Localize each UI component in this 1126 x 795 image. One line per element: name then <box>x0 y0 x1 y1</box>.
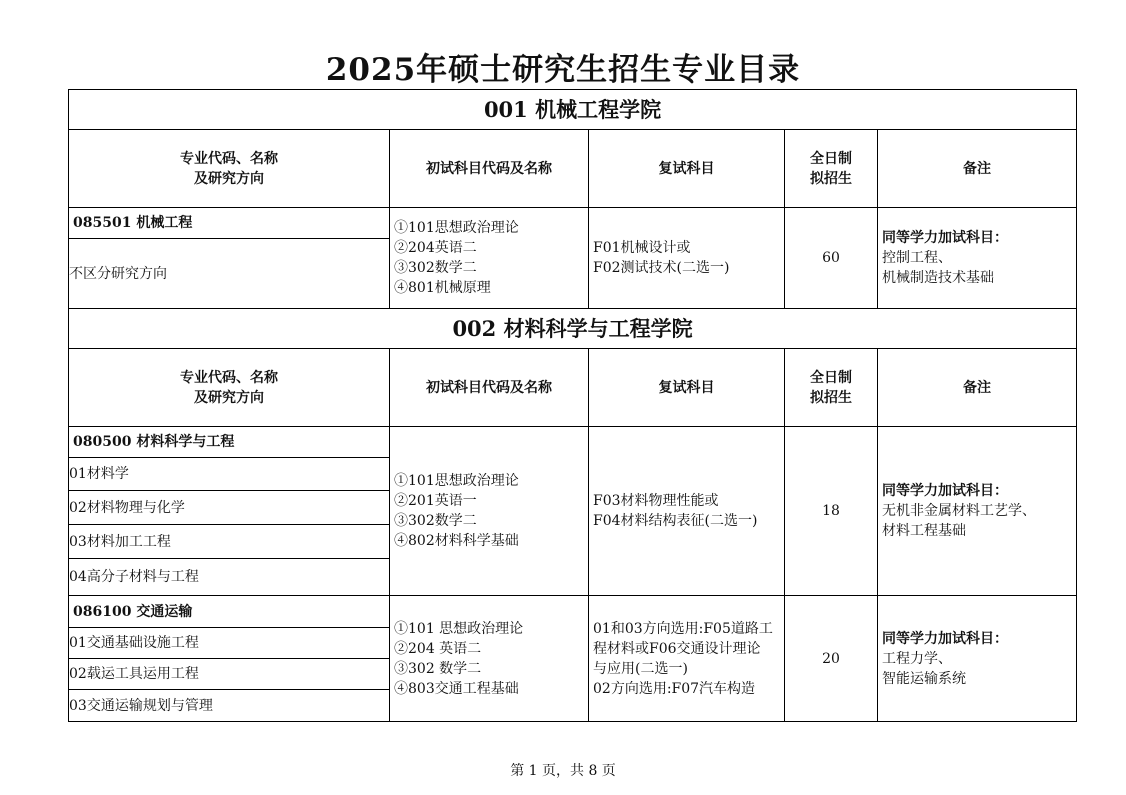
table-header-row <box>69 349 1077 427</box>
notes: 同等学力加试科目： 控制工程、 机械制造技术基础 <box>878 208 1077 309</box>
major-code-name: 080500 材料科学与工程 <box>69 427 390 458</box>
college-title: 002 材料科学与工程学院 <box>69 309 1077 349</box>
table-row <box>69 208 1077 239</box>
prelim-subjects: ①101思想政治理论 ②204英语二 ③302数学二 ④801机械原理 <box>390 208 589 309</box>
table-row <box>69 596 1077 628</box>
direction-item: 不区分研究方向 <box>69 239 390 309</box>
enroll-count: 20 <box>785 596 878 722</box>
header-major: 专业代码、名称 及研究方向 <box>69 349 390 427</box>
direction-item: 04高分子材料与工程 <box>69 559 390 596</box>
catalog-table <box>68 89 1077 722</box>
page-title: 2025年硕士研究生招生专业目录 <box>325 52 801 88</box>
page-footer: 第 1 页，共 8 页 <box>510 763 616 779</box>
direction-item: 03材料加工工程 <box>69 525 390 559</box>
major-code-name: 085501 机械工程 <box>69 208 390 239</box>
retest-subjects: 01和03方向选用:F05道路工 程材料或F06交通设计理论 与应用(二选一) 02方向选用:F07汽车构造 <box>589 596 785 722</box>
direction-item: 03交通运输规划与管理 <box>69 690 390 722</box>
direction-item: 01交通基础设施工程 <box>69 628 390 659</box>
header-prelim: 初试科目代码及名称 <box>390 130 589 208</box>
retest-subjects: F03材料物理性能或 F04材料结构表征(二选一) <box>589 427 785 596</box>
enroll-count: 18 <box>785 427 878 596</box>
header-enroll: 全日制 拟招生 <box>785 130 878 208</box>
table-row <box>69 427 1077 458</box>
enroll-count: 60 <box>785 208 878 309</box>
direction-item: 02载运工具运用工程 <box>69 659 390 690</box>
college-title: 001 机械工程学院 <box>69 90 1077 130</box>
header-enroll: 全日制 拟招生 <box>785 349 878 427</box>
notes: 同等学力加试科目： 无机非金属材料工艺学、 材料工程基础 <box>878 427 1077 596</box>
header-retest: 复试科目 <box>589 130 785 208</box>
retest-subjects: F01机械设计或 F02测试技术(二选一) <box>589 208 785 309</box>
header-retest: 复试科目 <box>589 349 785 427</box>
notes: 同等学力加试科目： 工程力学、 智能运输系统 <box>878 596 1077 722</box>
prelim-subjects: ①101 思想政治理论 ②204 英语二 ③302 数学二 ④803交通工程基础 <box>390 596 589 722</box>
direction-item: 01材料学 <box>69 458 390 491</box>
prelim-subjects: ①101思想政治理论 ②201英语一 ③302数学二 ④802材料科学基础 <box>390 427 589 596</box>
header-notes: 备注 <box>878 349 1077 427</box>
major-code-name: 086100 交通运输 <box>69 596 390 628</box>
header-prelim: 初试科目代码及名称 <box>390 349 589 427</box>
header-major: 专业代码、名称 及研究方向 <box>69 130 390 208</box>
direction-item: 02材料物理与化学 <box>69 491 390 525</box>
header-notes: 备注 <box>878 130 1077 208</box>
table-header-row <box>69 130 1077 208</box>
